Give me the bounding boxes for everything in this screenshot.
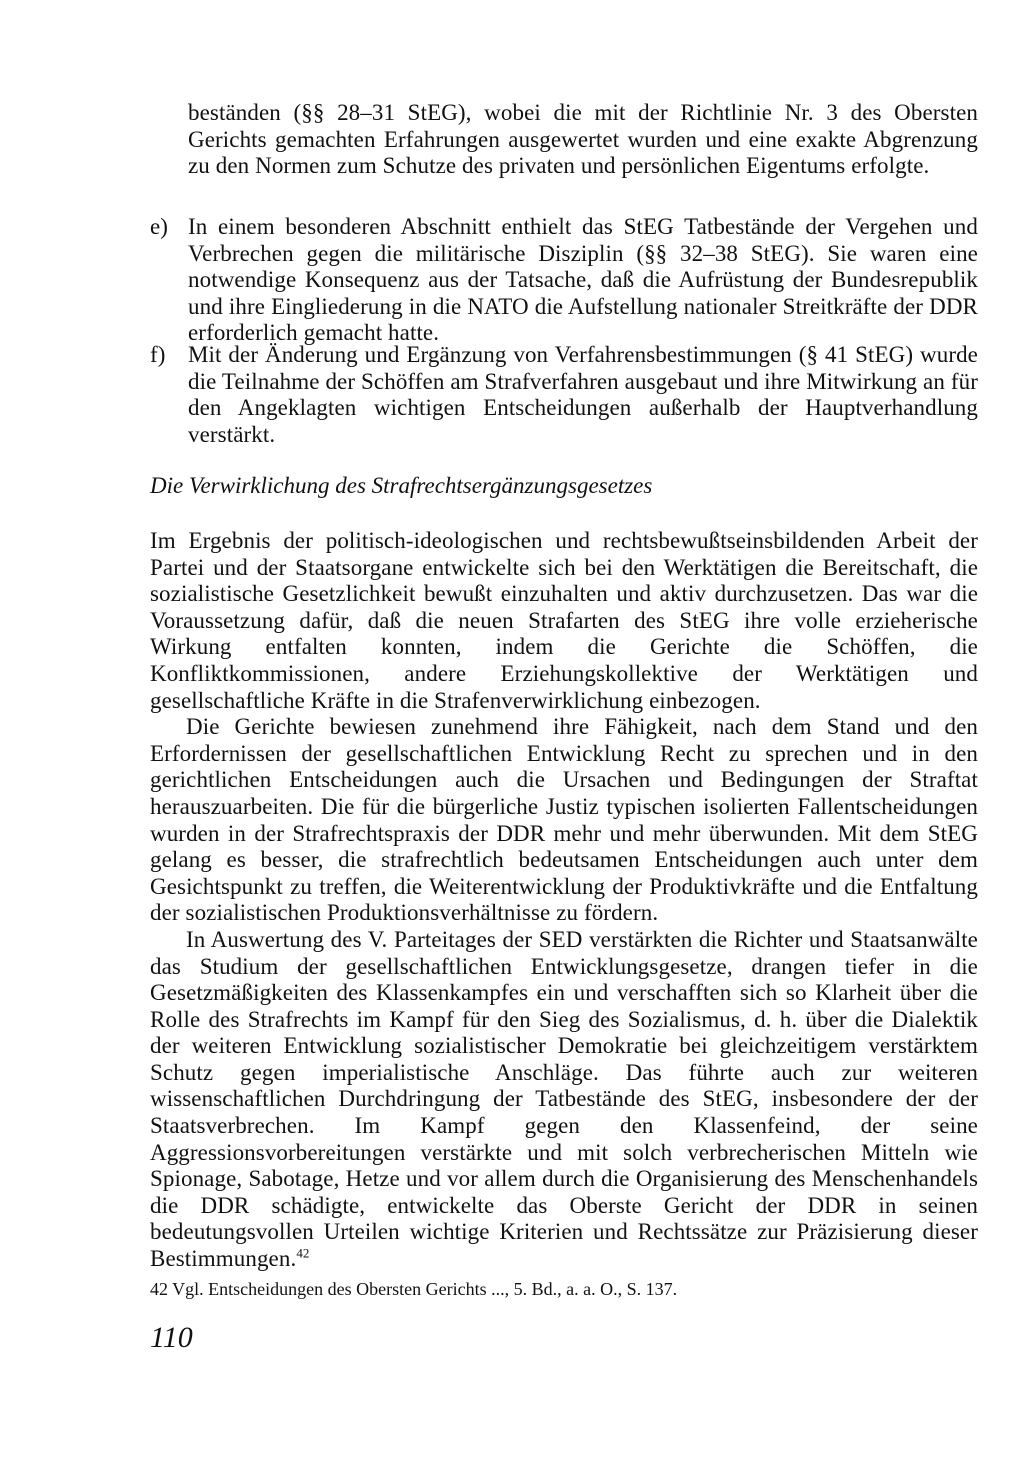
body-text [150, 528, 978, 1273]
list-item-text: Mit der Änderung und Ergänzung von Verfahrensbestimmungen (§ 41 StEG) wurde die Teilnahme der Schöffen am Strafverfahren ausgebaut und ihre Mitwirkung an für den Angeklagten wichtigen Entscheidungen außerhalb der Hauptverhandlung verstärkt. [188, 342, 978, 447]
footnote-reference: 42 [296, 1245, 310, 1261]
section-heading: Die Verwirklichung des Strafrechtsergänzungsgesetzes [150, 473, 653, 498]
list-item-text: In einem besonderen Abschnitt enthielt das StEG Tatbestände der Vergehen und Verbrechen gegen die militärische Disziplin (§§ 32–38 StEG). Sie waren eine notwendige Konsequenz aus der Tatsache, daß die Aufrüstung der Bundesrepublik und ihre Eingliederung in die NATO die Aufstellung nationaler Streitkräfte der DDR erforderlich gemacht hatte. [188, 214, 978, 346]
list-item-e [150, 214, 978, 347]
list-item-f [150, 342, 978, 448]
list-marker: e) [150, 214, 169, 239]
footnote: 42 Vgl. Entscheidungen des Obersten Gerichts ..., 5. Bd., a. a. O., S. 137. [150, 1279, 678, 1299]
page-number: 110 [150, 1321, 193, 1354]
paragraph-text: In Auswertung des V. Parteitages der SED verstärkten die Richter und Staatsanwälte das Studium der gesellschaftlichen Entwicklungsgesetze, drangen tiefer in die Gesetzmäßigkeiten des Klassenkampfes ein und verschafften sich so Klarheit über die Rolle des Strafrechts im Kampf für den Sieg des Sozialismus, d. h. über die Dialektik der weiteren Entwicklung sozialistischer Demokratie bei gleichzeitigem verstärktem Schutz gegen imperialistische Anschläge. Das führte auch zur weiteren wissenschaftlichen Durchdringung der Tatbestände des StEG, insbesondere der der Staatsverbrechen. Im Kampf gegen den Klassenfeind, der seine Aggressionsvorbereitungen verstärkte und mit solch verbrecherischen Mitteln wie Spionage, Sabotage, Hetze und vor allem durch die Organisierung des Menschenhandels die DDR schädigte, entwickelte das Oberste Gericht der DDR in seinen bedeutungsvollen Urteilen wichtige Kriterien und Rechtssätze zur Präzisierung dieser Bestimmungen. [150, 926, 978, 1272]
list-marker: f) [150, 342, 166, 367]
paragraph: Die Gerichte bewiesen zunehmend ihre Fähigkeit, nach dem Stand und den Erfordernissen der gesellschaftlichen Entwicklung Recht zu sprechen und in den gerichtlichen Entscheidungen auch die Ursachen und Bedingungen der Straftat herauszuarbeiten. Die für die bürgerliche Justiz typischen isolierten Fallentscheidungen wurden in der Strafrechtspraxis der DDR mehr und mehr überwunden. Mit dem StEG gelang es besser, die strafrechtlich bedeutsamen Entscheidungen auch unter dem Gesichtspunkt zu treffen, die Weiterentwicklung der Produktivkräfte und die Entfaltung der sozialistischen Produktionsverhältnisse zu fördern. [150, 714, 978, 926]
paragraph-with-footnote [150, 927, 978, 1273]
continued-paragraph: beständen (§§ 28–31 StEG), wobei die mit der Richtlinie Nr. 3 des Obersten Gerichts gemachten Erfahrungen ausgewertet wurden und eine exakte Abgrenzung zu den Normen zum Schutze des privaten und persönlichen Eigentums erfolgte. [188, 100, 978, 179]
paragraph: Im Ergebnis der politisch-ideologischen und rechtsbewußtseinsbildenden Arbeit der Partei und der Staatsorgane entwickelte sich bei den Werktätigen die Bereitschaft, die sozialistische Gesetzlichkeit bewußt einzuhalten und aktiv durchzusetzen. Das war die Voraussetzung dafür, daß die neuen Strafarten des StEG ihre volle erzieherische Wirkung entfalten konnten, indem die Gerichte die Schöffen, die Konfliktkommissionen, andere Erziehungskollektive der Werktätigen und gesellschaftliche Kräfte in die Strafenverwirklichung einbezogen. [150, 528, 978, 713]
